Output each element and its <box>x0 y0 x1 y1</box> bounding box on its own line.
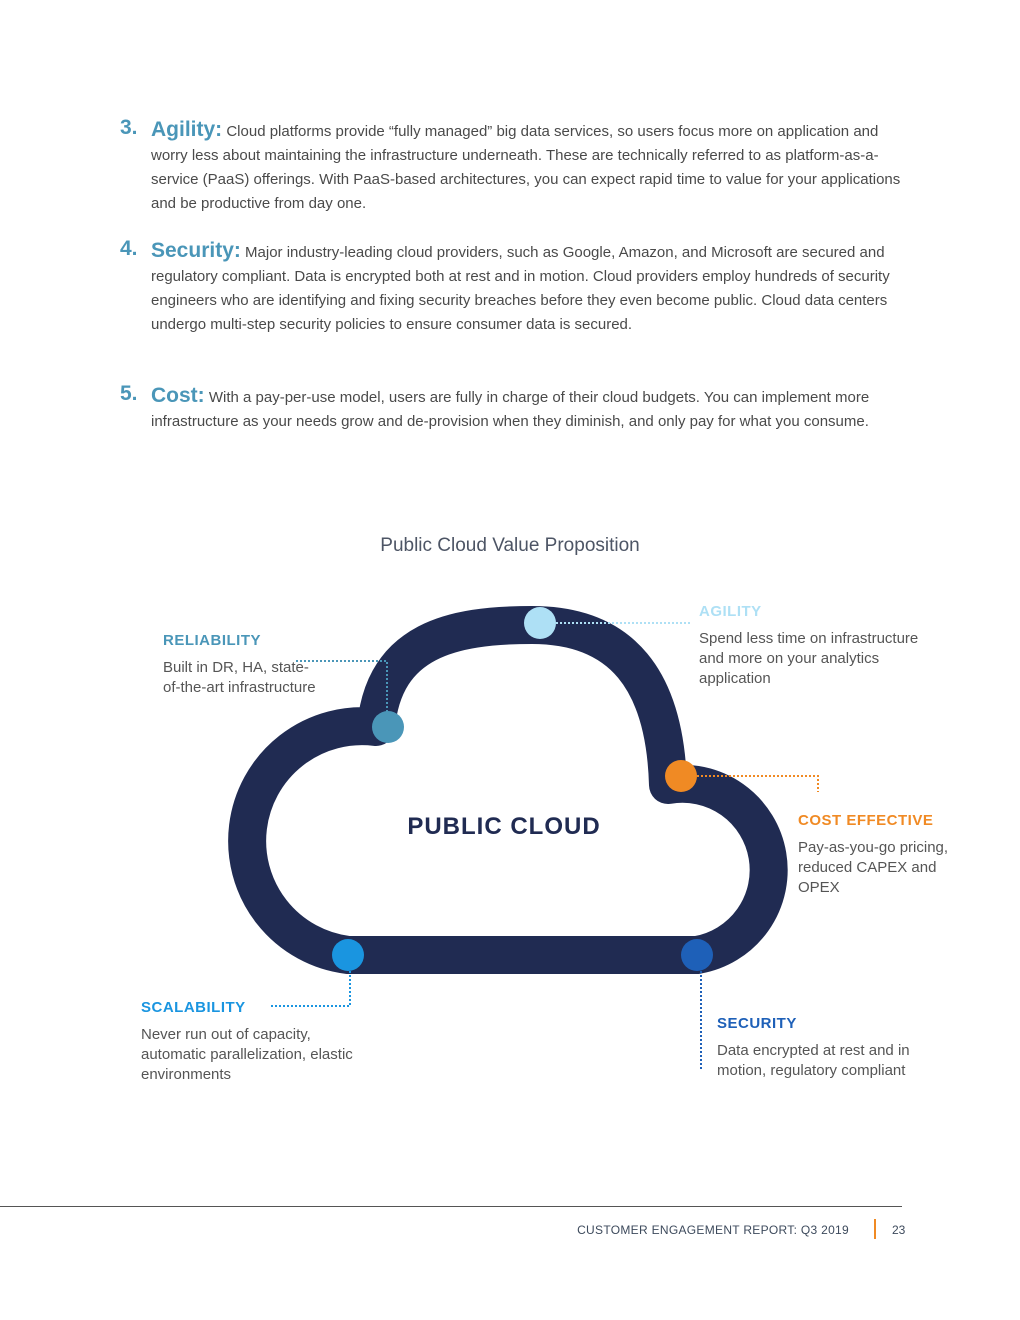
footer-rule <box>0 1206 902 1207</box>
diagram-title: Public Cloud Value Proposition <box>380 535 640 556</box>
security-dot <box>681 939 713 971</box>
footer-divider <box>874 1219 876 1239</box>
agility-dot <box>524 607 556 639</box>
list-text: Major industry-leading cloud providers, such as Google, Amazon, and Microsoft are secured and regulatory compliant. Data is encrypted both at rest and in motion. Cloud providers employ hundreds of security engineers who are identifying and fixing security breaches before they even become public. Cloud data centers undergo multi-step security policies to ensure consumer data is secured. <box>151 244 890 333</box>
callout-description: Spend less time on infrastructure and more on your analytics application <box>699 630 919 687</box>
callout-description: Never run out of capacity, automatic parallelization, elastic environments <box>141 1026 353 1083</box>
callout-description: Pay-as-you-go pricing, reduced CAPEX and OPEX <box>798 839 949 896</box>
scalability-dot <box>332 939 364 971</box>
callout-description: Data encrypted at rest and in motion, regulatory compliant <box>717 1042 910 1079</box>
list-heading: Agility: <box>151 118 223 141</box>
cloud-outline <box>247 625 769 955</box>
callout-description: Built in DR, HA, state-of-the-art infrastructure <box>163 659 316 696</box>
reliability-dot <box>372 711 404 743</box>
callout-title: AGILITY <box>699 603 762 620</box>
callout-security <box>717 1015 917 1081</box>
cloud-center-label: PUBLIC CLOUD <box>407 813 601 840</box>
callout-title: RELIABILITY <box>163 632 261 649</box>
list-text: With a pay-per-use model, users are fully in charge of their cloud budgets. You can implement more infrastructure as your needs grow and de-provision when they diminish, and only pay for what you consume. <box>151 389 870 430</box>
list-heading: Cost: <box>151 384 205 407</box>
callout-scalability <box>141 999 361 1085</box>
list-number: 3. <box>120 116 138 139</box>
callout-title: SCALABILITY <box>141 999 246 1016</box>
list-text: Cloud platforms provide “fully managed” big data services, so users focus more on application and worry less about maintaining the infrastructure underneath. These are technically referred to as platform-as-a-service (PaaS) offerings. With PaaS-based architectures, you can expect rapid time to value for your applications and be productive from day one. <box>151 123 901 212</box>
callout-title: SECURITY <box>717 1015 797 1032</box>
callout-reliability <box>163 632 323 698</box>
list-number: 4. <box>120 237 138 260</box>
callout-agility <box>699 603 919 689</box>
footer-report-title: CUSTOMER ENGAGEMENT REPORT: Q3 2019 <box>577 1223 849 1237</box>
cost-dot <box>665 760 697 792</box>
page-number: 23 <box>892 1223 906 1237</box>
list-number: 5. <box>120 382 138 405</box>
callout-cost-effective <box>798 812 968 898</box>
callout-title: COST EFFECTIVE <box>798 812 934 829</box>
list-heading: Security: <box>151 239 241 262</box>
